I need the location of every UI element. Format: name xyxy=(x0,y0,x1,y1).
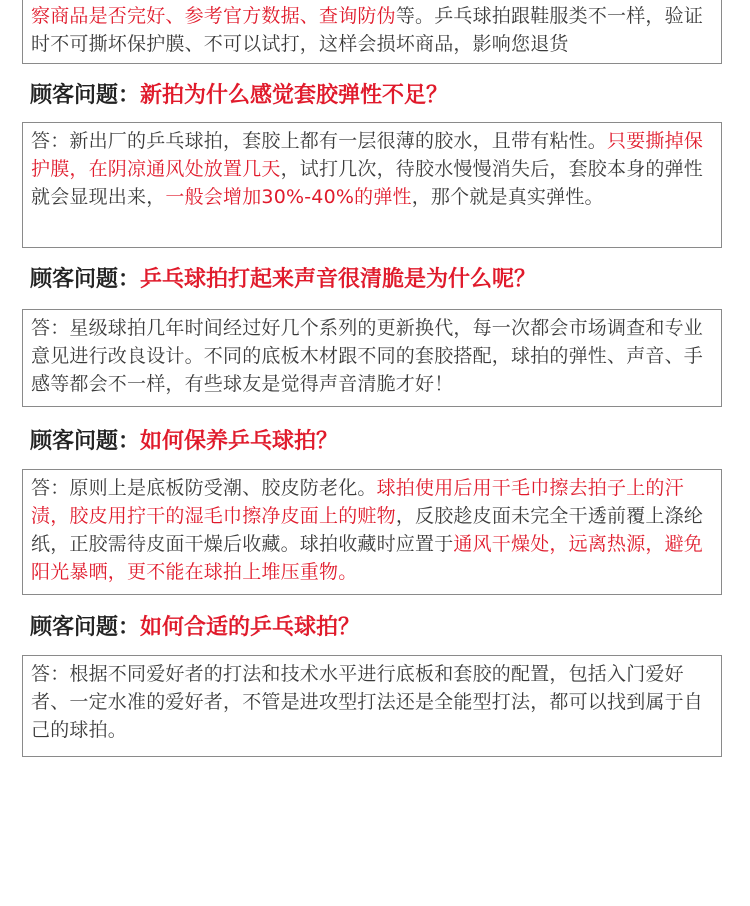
question-text: 如何合适的乒乓球拍？ xyxy=(140,615,361,640)
top-notice-text: 等。乒乓球拍跟鞋服类不一样，验证时不可撕坏保护膜、不可以试打，这样会损坏商品，影响您退货 xyxy=(31,5,704,55)
question-text: 如何保养乒乓球拍？ xyxy=(140,429,339,454)
answer-highlight: 只要撕掉保护膜，在阴凉通风处放置几天 xyxy=(31,130,704,180)
answer-segment: ，那个就是真实弹性。 xyxy=(411,186,604,208)
faq-answer-3 xyxy=(22,469,722,595)
faq-answer-1 xyxy=(22,122,722,248)
answer-highlight: 一般会增加30%-40%的弹性 xyxy=(165,186,412,208)
question-prefix: 顾客问题： xyxy=(30,429,141,454)
question-prefix: 顾客问题： xyxy=(30,267,141,292)
faq-question-3 xyxy=(30,426,338,458)
question-text: 乒乓球拍打起来声音很清脆是为什么呢？ xyxy=(140,267,537,292)
answer-segment: 答：星级球拍几年时间经过好几个系列的更新换代，每一次都会市场调查和专业意见进行改良设计。不同的底板木材跟不同的套胶搭配，球拍的弹性、声音、手感等都会不一样，有些球友是觉得声音清脆才好！ xyxy=(31,317,704,395)
top-notice-highlight: 察商品是否完好、参考官方数据、查询防伪 xyxy=(31,5,396,27)
answer-segment: 答：新出厂的乒乓球拍，套胶上都有一层很薄的胶水，且带有粘性。 xyxy=(31,130,608,152)
answer-highlight: 球拍使用后用干毛巾擦去拍子上的汗渍，胶皮用拧干的湿毛巾擦净皮面上的赃物 xyxy=(31,477,684,527)
faq-answer-4 xyxy=(22,655,722,757)
question-prefix: 顾客问题： xyxy=(30,615,141,640)
question-prefix: 顾客问题： xyxy=(30,83,141,108)
answer-segment: 答：根据不同爱好者的打法和技术水平进行底板和套胶的配置，包括入门爱好者、一定水准的爱好者，不管是进攻型打法还是全能型打法，都可以找到属于自己的球拍。 xyxy=(31,663,704,741)
faq-question-2 xyxy=(30,264,536,296)
faq-question-1 xyxy=(30,80,448,112)
faq-question-4 xyxy=(30,612,360,644)
faq-answer-2 xyxy=(22,309,722,407)
top-notice-box xyxy=(22,0,722,64)
answer-segment: ，反胶趁皮面未完全干透前覆上涤纶纸，正胶需待皮面干燥后收藏。球拍收藏时应置于 xyxy=(31,505,704,555)
answer-segment: ，试打几次，待胶水慢慢消失后，套胶本身的弹性就会显现出来， xyxy=(31,158,704,208)
answer-highlight: 通风干燥处，远离热源，避免阳光暴晒，更不能在球拍上堆压重物。 xyxy=(31,533,704,583)
answer-segment: 答：原则上是底板防受潮、胶皮防老化。 xyxy=(31,477,377,499)
question-text: 新拍为什么感觉套胶弹性不足？ xyxy=(140,83,449,108)
